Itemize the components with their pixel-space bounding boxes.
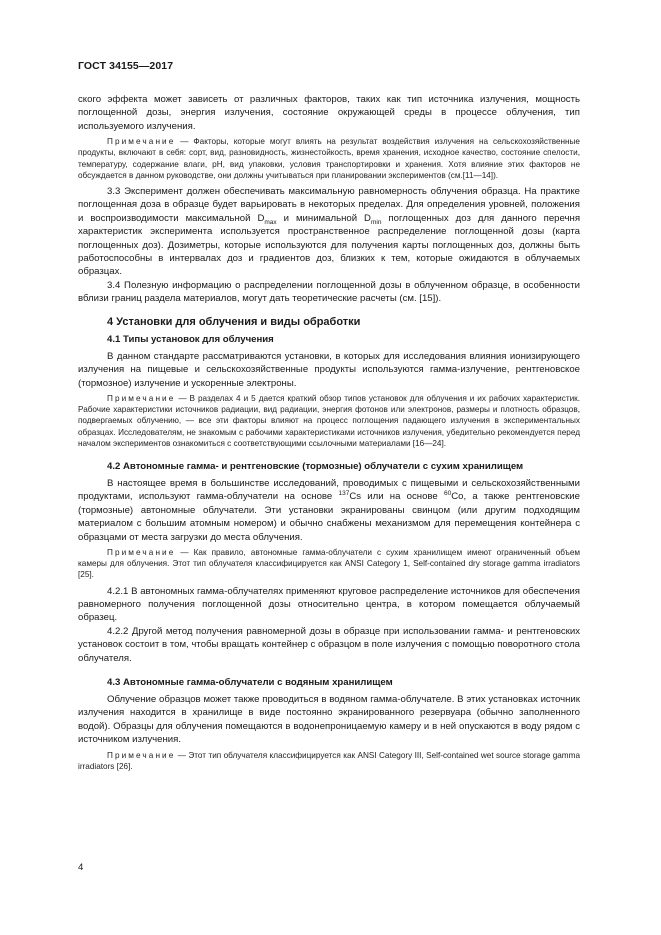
note-text: — Как правило, автономные гамма-облучатели с сухим хранилищем имеют ограниченный объем камеры для облучения. Этот тип облучателя классифицируется как ANSI Category 1, Self-contained dry storage gamma irradiators [25]. [78,547,580,580]
paragraph-4-1: В данном стандарте рассматриваются установки, в которых для исследования влияния ионизирующего излучения на пищевые и сельскохозяйственные продукты используются гамма-излучение, рентгеновское (тормозное) излучение и ускоренные электроны. [78,350,580,389]
section-4-heading: 4 Установки для облучения и виды обработки [107,315,361,328]
note-label: Примечание [107,393,176,403]
note-text: — Факторы, которые могут влиять на результат воздействия излучения на сельскохозяйственные продукты, включают в себя: сорт, вид, разновидность, жизнестойкость, время хранения, исходное качество, состояние спелости, температуру, содержание влаги, pH, вид упаковки, условия транспортировки и хранения. Хотя влияние этих факторов не обсуждается в данном руководстве, они должны учитываться при планировании экспериментов (см.[11—14]). [78,137,580,180]
paragraph-4-2 [78,477,580,544]
paragraph-4-3: Облучение образцов может также проводиться в водяном гамма-облучателе. В этих установках источник излучения находится в хранилище в виде постоянно экранированного резервуара (обычно заполненного водой). Образцы для облучения помещаются в водонепроницаемую камеру и в ней опускаются в воду рядом с источником излучения. [78,694,580,746]
subscript-max: max [264,218,277,226]
note-dry-storage [78,547,580,581]
paragraph-4-2-text-b: Cs или на основе [349,491,444,503]
subsection-4-3-heading: 4.3 Автономные гамма-облучатели с водяным хранилищем [107,677,393,688]
paragraph-3-3-text-b: и минимальной D [276,212,371,224]
note-text: — Этот тип облучателя классифицируется как ANSI Category III, Self-contained wet source storage gamma irradiators [26]. [78,750,580,771]
superscript-137: 137 [338,490,350,498]
paragraph-intro: ского эффекта может зависеть от различных факторов, таких как тип источника излучения, мощность поглощенной дозы, энергия излучения, состояние окружающей среды в процессе облучения, тип используемого излучения. [78,94,580,132]
note-wet-storage [78,750,580,772]
paragraph-4-2-text-a: В настоящее время в большинстве исследований, проводимых с пищевыми и сельскохозяйственными продуктами, используют гамма-облучатели на основе [78,477,580,503]
paragraph-3-3-text-a: 3.3 Эксперимент должен обеспечивать максимальную равномерность облучения образца. На практике поглощенная доза в образце будет варьировать в некоторых пределах. Для определения уровней, положения и воспроизводимости максимальной D [78,186,580,224]
document-header: ГОСТ 34155—2017 [78,60,174,72]
subsection-4-2-heading: 4.2 Автономные гамма- и рентгеновские (тормозные) облучатели с сухим хранилищем [107,460,524,472]
note-text: — В разделах 4 и 5 дается краткий обзор типов установок для облучения и их рабочих характеристик. Рабочие характеристики источников радиации, вид радиации, энергия фотонов или электронов, размеры и плотность образцов, подвергаемых облучению, — все эти факторы влияют на процесс поглощения падающего излучения в экспериментальных образцах. Исследователям, не знакомым с рабочими характеристиками источников излучения, убедительно рекомендуется перед началом экспериментов ознакомиться с соответствующими ссылочными материалами [16—24]. [78,393,580,448]
paragraph-3-3-text-c: поглощенных доз для данного перечня характеристик эксперимента используется пространственное распределение поглощенной дозы (карта поглощенных доз). Дозиметры, которые используются для получения карты поглощенных доз, должны быть работоспособны в интервалах доз и градиентов доз, близких к тем, которые ожидаются в облучаемых образцах. [78,212,581,278]
note-label: Примечание [107,750,176,760]
paragraph-4-2-text-c: Co, а также рентгеновские (тормозные) автономные облучатели. Эти установки экранированы свинцом (или другим подходящим материалом с большим атомным номером) и обычно снабжены механизмом для перемещения контейнера с образцами от места загрузки до места облучения. [78,491,580,543]
note-label: Примечание [107,547,176,557]
paragraph-3-4: 3.4 Полезную информацию о распределении поглощенной дозы в облученном образце, в особенности вблизи границ раздела материалов, могут дать теоретические расчеты (см. [15]). [78,279,580,305]
note-factors [78,136,580,181]
paragraph-3-3 [78,185,580,279]
paragraph-4-2-1: 4.2.1 В автономных гамма-облучателях применяют круговое распределение источников для обеспечения равномерного получения поглощенной дозы относительно центра, в котором помещается облучаемый образец. [78,585,580,624]
page-number: 4 [78,862,84,873]
paragraph-4-2-2: 4.2.2 Другой метод получения равномерной дозы в образце при использовании гамма- и рентгеновских установок состоит в том, чтобы вращать контейнер с образцом в поле излучения с помощью поворотного стола облучателя. [78,625,580,664]
note-installations [78,393,580,449]
subscript-min: min [370,218,382,226]
note-label: Примечание [107,137,176,147]
superscript-60: 60 [443,490,452,498]
subsection-4-1-heading: 4.1 Типы установок для облучения [107,333,274,345]
page-body [78,93,580,776]
